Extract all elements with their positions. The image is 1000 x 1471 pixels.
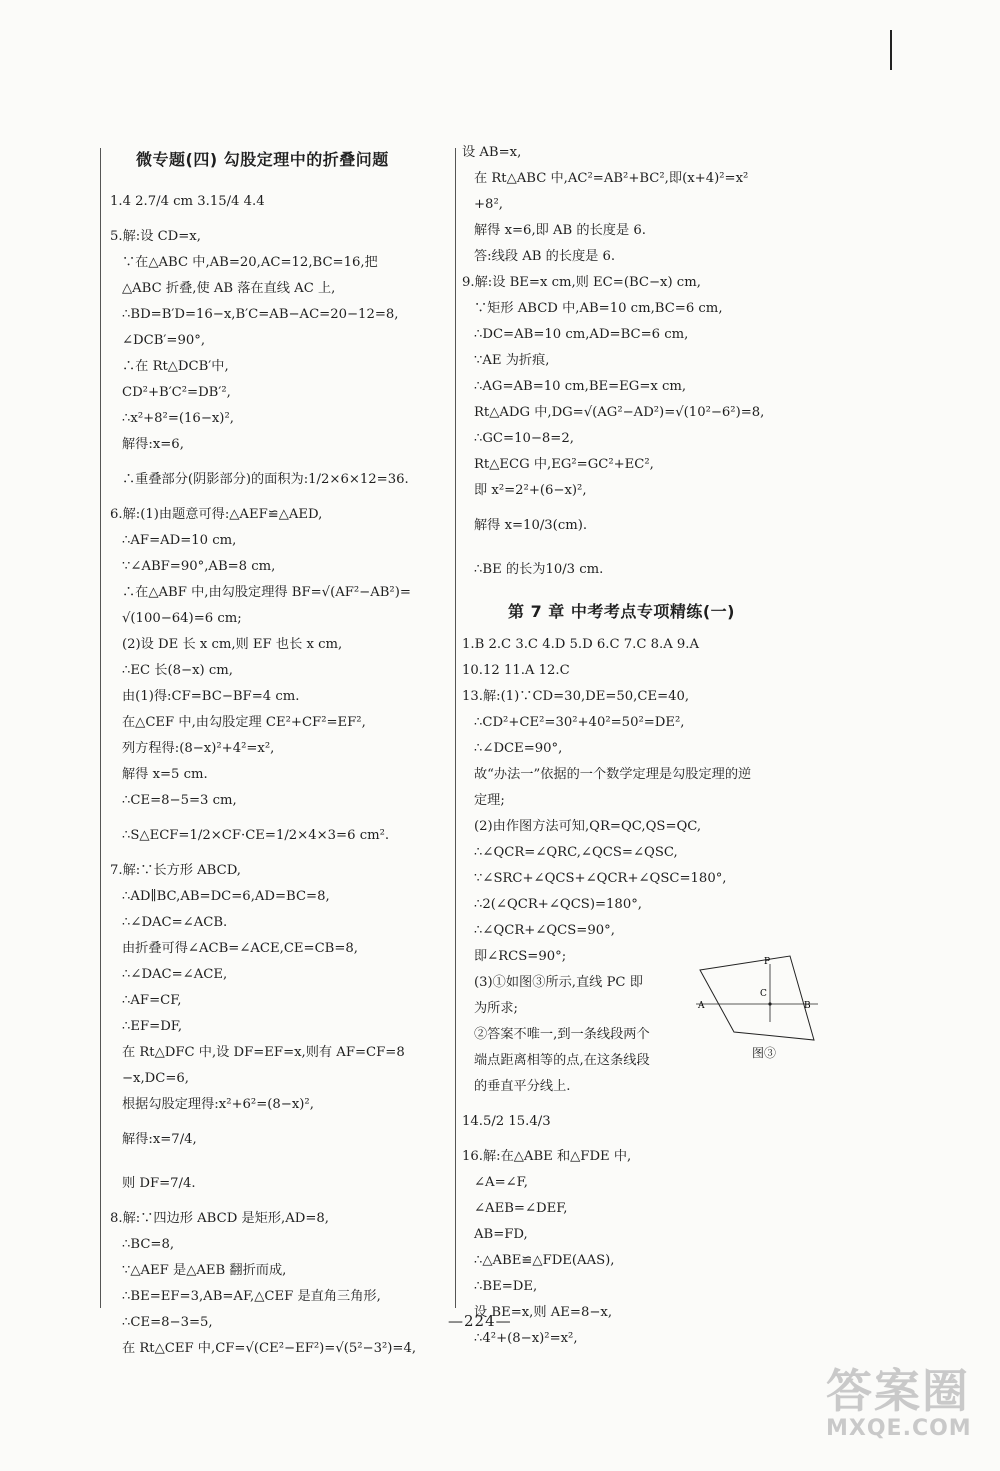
text-line: 6.解:(1)由题意可得:△AEF≌△AED, <box>110 507 323 522</box>
text-line: ∴∠DAC=∠ACB. <box>122 915 228 930</box>
text-line: √(100−64)=6 cm; <box>122 611 242 626</box>
text-line: 由折叠可得∠ACB=∠ACE,CE=CB=8, <box>122 941 359 956</box>
text-line: 14.5/2 15.4/3 <box>462 1114 551 1129</box>
figure-3 <box>694 952 822 1044</box>
text-line: ∴在 Rt△DCB′中, <box>122 359 229 374</box>
text-line: ∴4²+(8−x)²=x², <box>474 1331 578 1346</box>
text-line: 解得 x=10/3(cm). <box>474 518 588 533</box>
text-line: ∴S△ECF=1/2×CF·CE=1/2×4×3=6 cm². <box>122 828 390 843</box>
text-line: 7.解:∵长方形 ABCD, <box>110 863 241 878</box>
text-line: ∴AF=CF, <box>122 993 182 1008</box>
right-column <box>462 140 822 1352</box>
text-line: 13.解:(1)∵CD=30,DE=50,CE=40, <box>462 689 690 704</box>
left-column <box>110 140 450 1362</box>
text-line: ∴BC=8, <box>122 1237 175 1252</box>
corner-mark <box>890 30 892 70</box>
left-rule <box>100 148 101 1308</box>
text-line: ②答案不唯一,到一条线段两个 <box>474 1027 650 1042</box>
text-line: ∵∠ABF=90°,AB=8 cm, <box>122 559 276 574</box>
text-line: ∴EF=DF, <box>122 1019 183 1034</box>
text-line: ∵在△ABC 中,AB=20,AC=12,BC=16,把 <box>122 255 378 270</box>
text-line: 端点距离相等的点,在这条线段 <box>474 1053 650 1068</box>
figure-3-diagram <box>694 952 822 1044</box>
text-line: 解得 x=6,即 AB 的长度是 6. <box>474 223 646 238</box>
text-line: 16.解:在△ABE 和△FDE 中, <box>462 1149 632 1164</box>
text-line: ∴AG=AB=10 cm,BE=EG=x cm, <box>474 379 687 394</box>
text-line: 故“办法一”依据的一个数学定理是勾股定理的逆 <box>474 767 752 782</box>
text-line: ∴∠DAC=∠ACE, <box>122 967 228 982</box>
text-line: 在△CEF 中,由勾股定理 CE²+CF²=EF², <box>122 715 366 730</box>
text-line: 即∠RCS=90°; <box>474 949 567 964</box>
text-line: −x,DC=6, <box>122 1071 189 1086</box>
text-line: (2)设 DE 长 x cm,则 EF 也长 x cm, <box>122 637 343 652</box>
text-line: ∴GC=10−8=2, <box>474 431 574 446</box>
text-line: (3)①如图③所示,直线 PC 即 <box>474 975 643 990</box>
text-line: ∵∠SRC+∠QCS+∠QCR+∠QSC=180°, <box>474 871 727 886</box>
text-line: Rt△ADG 中,DG=√(AG²−AD²)=√(10²−6²)=8, <box>474 405 765 420</box>
text-line: ∴AD∥BC,AB=DC=6,AD=BC=8, <box>122 889 330 904</box>
text-line: ∴CE=8−5=3 cm, <box>122 793 237 808</box>
text-line: 1.B 2.C 3.C 4.D 5.D 6.C 7.C 8.A 9.A <box>462 637 700 652</box>
figure-label-p: P <box>764 957 771 967</box>
text-line: 由(1)得:CF=BC−BF=4 cm. <box>122 689 300 704</box>
watermark-url: MXQE.COM <box>826 1416 972 1441</box>
text-line: 8.解:∵四边形 ABCD 是矩形,AD=8, <box>110 1211 329 1226</box>
text-line: ∴DC=AB=10 cm,AD=BC=6 cm, <box>474 327 689 342</box>
text-line: △ABC 折叠,使 AB 落在直线 AC 上, <box>122 281 336 296</box>
text-line: ∴∠DCE=90°, <box>474 741 563 756</box>
text-line: 在 Rt△ABC 中,AC²=AB²+BC²,即(x+4)²=x² <box>474 171 749 186</box>
text-line: ∠AEB=∠DEF, <box>474 1201 568 1216</box>
text-line: CD²+B′C²=DB′², <box>122 385 231 400</box>
text-line: 在 Rt△DFC 中,设 DF=EF=x,则有 AF=CF=8 <box>122 1045 405 1060</box>
text-line: 定理; <box>474 793 505 808</box>
watermark <box>826 1364 972 1441</box>
text-line: 在 Rt△CEF 中,CF=√(CE²−EF²)=√(5²−3²)=4, <box>122 1341 417 1356</box>
figure-label-b: B <box>804 1001 811 1011</box>
text-line: 答:线段 AB 的长度是 6. <box>474 249 616 264</box>
text-line: ∵△AEF 是△AEB 翻折而成, <box>122 1263 287 1278</box>
text-line: ∵AE 为折痕, <box>474 353 550 368</box>
text-line: 即 x²=2²+(6−x)², <box>474 483 587 498</box>
text-line: 设 AB=x, <box>462 145 522 160</box>
text-line: 10.12 11.A 12.C <box>462 663 570 678</box>
text-line: 则 DF=7/4. <box>122 1176 196 1191</box>
text-line: ∵矩形 ABCD 中,AB=10 cm,BC=6 cm, <box>474 301 723 316</box>
text-line: 为所求; <box>474 1001 519 1016</box>
text-line: 解得:x=6, <box>122 437 184 452</box>
text-line: ∴BD=B′D=16−x,B′C=AB−AC=20−12=8, <box>122 307 399 322</box>
center-rule <box>455 148 456 1308</box>
text-line: Rt△ECG 中,EG²=GC²+EC², <box>474 457 654 472</box>
text-line: ∴EC 长(8−x) cm, <box>122 663 233 678</box>
text-line: AB=FD, <box>474 1227 528 1242</box>
text-line: ∴∠QCR=∠QRC,∠QCS=∠QSC, <box>474 845 678 860</box>
text-line: ∴CD²+CE²=30²+40²=50²=DE², <box>474 715 685 730</box>
text-line: 根据勾股定理得:x²+6²=(8−x)², <box>122 1097 314 1112</box>
text-line: ∴在△ABF 中,由勾股定理得 BF=√(AF²−AB²)= <box>122 585 411 600</box>
text-line: ∴△ABE≌△FDE(AAS), <box>474 1253 615 1268</box>
text-line: 9.解:设 BE=x cm,则 EC=(BC−x) cm, <box>462 275 701 290</box>
figure-caption: 图③ <box>752 1046 777 1060</box>
text-line: +8², <box>474 197 503 212</box>
text-line: ∠DCB′=90°, <box>122 333 206 348</box>
text-line: 解得:x=7/4, <box>122 1132 197 1147</box>
figure-label-c: C <box>760 989 767 999</box>
text-line: 的垂直平分线上. <box>474 1079 571 1094</box>
section-heading: 微专题(四) 勾股定理中的折叠问题 <box>136 150 389 169</box>
text-line: 解得 x=5 cm. <box>122 767 208 782</box>
text-line: ∴x²+8²=(16−x)², <box>122 411 234 426</box>
text-line: 5.解:设 CD=x, <box>110 229 201 244</box>
text-line: ∴重叠部分(阴影部分)的面积为:1/2×6×12=36. <box>122 472 409 487</box>
text-line: ∴2(∠QCR+∠QCS)=180°, <box>474 897 642 912</box>
figure-label-a: A <box>698 1001 705 1011</box>
text-line: 设 BE=x,则 AE=8−x, <box>474 1305 613 1320</box>
text-line: ∴BE 的长为10/3 cm. <box>474 562 604 577</box>
text-line: ∴CE=8−3=5, <box>122 1315 213 1330</box>
watermark-text: 答案圈 <box>826 1364 970 1418</box>
section-heading: 第 7 章 中考考点专项精练(一) <box>508 602 735 621</box>
text-line: 1.4 2.7/4 cm 3.15/4 4.4 <box>110 194 265 209</box>
text-line: ∠A=∠F, <box>474 1175 528 1190</box>
text-line: 列方程得:(8−x)²+4²=x², <box>122 741 275 756</box>
page-number: —224— <box>448 1312 512 1330</box>
text-line: ∴AF=AD=10 cm, <box>122 533 237 548</box>
text-line: ∴BE=DE, <box>474 1279 538 1294</box>
text-line: ∴BE=EF=3,AB=AF,△CEF 是直角三角形, <box>122 1289 381 1304</box>
text-line: ∴∠QCR+∠QCS=90°, <box>474 923 615 938</box>
text-line: (2)由作图方法可知,QR=QC,QS=QC, <box>474 819 702 834</box>
